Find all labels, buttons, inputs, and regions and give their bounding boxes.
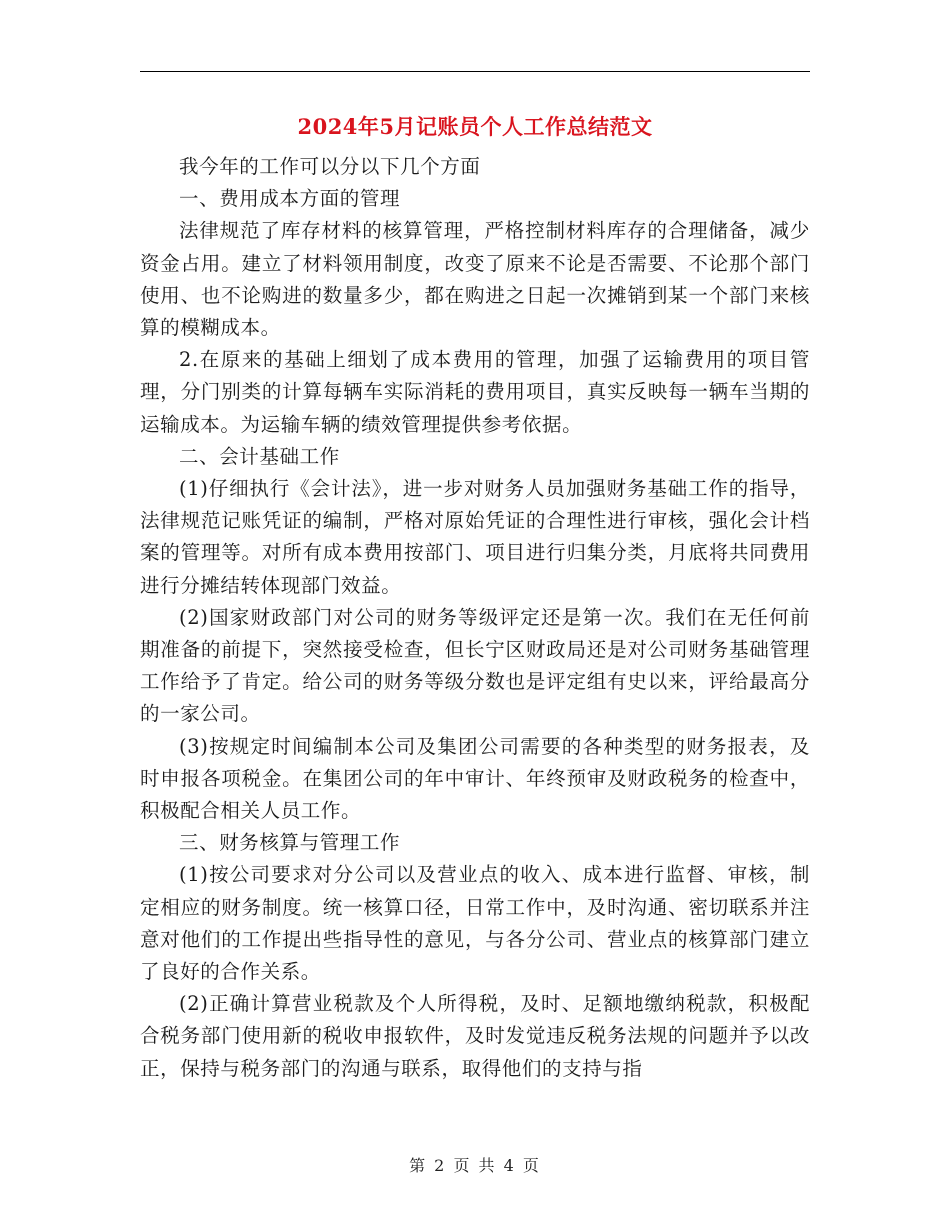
paragraph: (3)按规定时间编制本公司及集团公司需要的各种类型的财务报表，及时申报各项税金。在集团公司的年中审计、年终预审及财政税务的检查中，积极配合相关人员工作。 — [140, 734, 810, 823]
section-heading-finance: 三、财务核算与管理工作 — [179, 831, 401, 855]
section-heading-cost: 一、费用成本方面的管理 — [179, 187, 401, 211]
paragraph: 法律规范了库存材料的核算管理，严格控制材料库存的合理储备，减少资金占用。建立了材料领用制度，改变了原来不论是否需要、不论那个部门使用、也不论购进的数量多少，都在购进之日起一次摊销到某一个部门来核算的模糊成本。 — [140, 219, 810, 340]
paragraph: (2)正确计算营业税款及个人所得税，及时、足额地缴纳税款，积极配合税务部门使用新的税收申报软件，及时发觉违反税务法规的问题并予以改正，保持与税务部门的沟通与联系，取得他们的支持与指 — [140, 992, 810, 1080]
paragraph-intro: 我今年的工作可以分以下几个方面 — [179, 155, 481, 178]
document-body — [140, 151, 810, 1085]
document-title: 2024年5月记账员个人工作总结范文 — [297, 114, 653, 139]
paragraph: (2)国家财政部门对公司的财务等级评定还是第一次。我们在无任何前期准备的前提下，突然接受检查，但长宁区财政局还是对公司财务基础管理工作给予了肯定。给公司的财务等级分数也是评定组有史以来，评给最高分的一家公司。 — [140, 605, 810, 726]
paragraph: (1)按公司要求对分公司以及营业点的收入、成本进行监督、审核，制定相应的财务制度。统一核算口径，日常工作中，及时沟通、密切联系并注意对他们的工作提出些指导性的意见，与各分公司、营业点的核算部门建立了良好的合作关系。 — [140, 863, 810, 984]
section-heading-accounting: 二、会计基础工作 — [179, 444, 340, 468]
header-rule — [140, 71, 810, 72]
page-number-footer: 第 2 页 共 4 页 — [409, 1156, 541, 1175]
paragraph: 2.在原来的基础上细划了成本费用的管理，加强了运输费用的项目管理，分门别类的计算每辆车实际消耗的费用项目，真实反映每一辆车当期的运输成本。为运输车辆的绩效管理提供参考依据。 — [140, 348, 810, 436]
paragraph: (1)仔细执行《会计法》，进一步对财务人员加强财务基础工作的指导，法律规范记账凭证的编制，严格对原始凭证的合理性进行审核，强化会计档案的管理等。对所有成本费用按部门、项目进行归集分类，月底将共同费用进行分摊结转体现部门效益。 — [140, 477, 810, 597]
